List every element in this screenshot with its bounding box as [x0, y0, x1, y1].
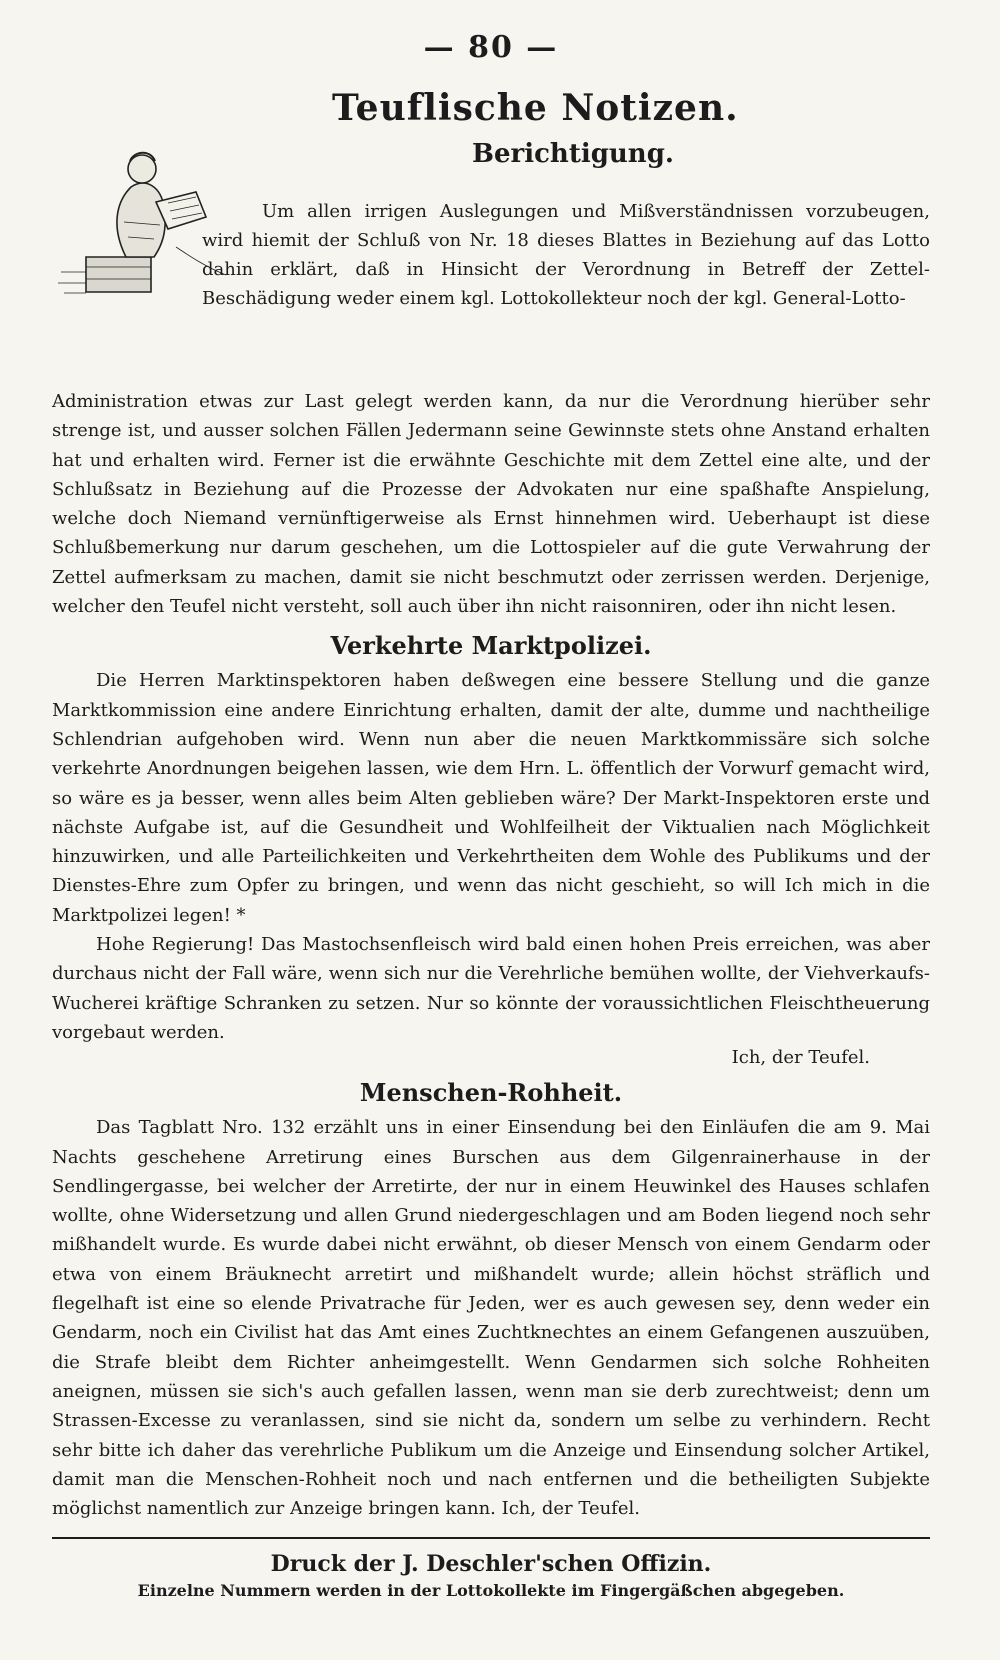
page-number: — 80 — — [423, 30, 559, 65]
brutality-paragraph: Das Tagblatt Nro. 132 erzählt uns in einer Einsendung bei den Einläufen die am 9. Mai Nachts geschehene Arretirung eines Burschen aus dem Gilgenrainerhause in der Sendlingergasse, bei welcher der Arretirte, der nur in einem Heuwinkel des Hauses schlafen wollte, ohne Widersetzung und allen Grund niedergeschlagen und am Boden liegend noch sehr mißhandelt wurde. Es wurde dabei nicht erwähnt, ob dieser Mensch von einem Gendarm oder etwa von einem Bräuknecht arretirt und mißhandelt wurde; allein höchst sträflich und flegelhaft ist eine so elende Privatrache für Jeden, wer es auch gewesen sey, denn weder ein Gendarm, noch ein Civilist hat das Amt eines Zuchtknechtes an einem Gefangenen auszuüben, die Strafe bleibt dem Richter anheimgestellt. Wenn Gendarmen sich solche Rohheiten aneignen, müssen sie sich's auch gefallen lassen, wenn man sie derb zurechtweist; denn um Strassen-Excesse zu veranlassen, sind sie nicht da, sondern um selbe zu verhindern. Recht sehr bitte ich daher das verehrliche Publikum um die Anzeige und Einsendung solcher Artikel, damit man die Menschen-Rohheit noch und nach entfernen und die betheiligten Subjekte möglichst namentlich zur Anzeige bringen kann. Ich, der Teufel. — [52, 1117, 930, 1520]
footer-divider — [52, 1537, 930, 1539]
correction-text-part2: Administration etwas zur Last gelegt werden kann, da nur die Verordnung hierüber sehr strenge ist, und ausser solchen Fällen Jedermann seine Gewinnste stets ohne Anstand erhalten hat und erhalten wird. Ferner ist die erwähnte Geschichte mit dem Zettel eine alte, und der Schlußsatz in Beziehung auf die Prozesse der Advokaten nur eine spaßhafte Anspielung, welche doch Niemand vernünftigerweise als Ernst hinnehmen wird. Ueberhaupt ist diese Schlußbemerkung nur darum geschehen, um die Lottospieler auf die gute Verwahrung der Zettel aufmerksam zu machen, damit sie nicht beschmutzt oder zerrissen werden. Derjenige, welcher den Teufel nicht versteht, soll auch über ihn nicht raisonniren, oder ihn nicht lesen. — [52, 391, 930, 618]
market-police-paragraph-1: Die Herren Marktinspektoren haben deßwegen eine bessere Stellung und die ganze Marktkommission eine andere Einrichtung erhalten, damit der alte, dumme und nachtheilige Schlendrian aufgehoben wird. Wenn nun aber die neuen Marktkommissäre sich solche verkehrte Anordnungen beigehen lassen, wie dem Hrn. L. öffentlich der Vorwurf gemacht wird, so wäre es ja besser, wenn alles beim Alten geblieben wäre? Der Markt-Inspektoren erste und nächste Aufgabe ist, auf die Gesundheit und Wohlfeilheit der Viktualien nach Möglichkeit hinzuwirken, und alle Parteilichkeiten und Verkehrtheiten dem Wohle des Publikums und der Dienstes-Ehre zum Opfer zu bringen, und wenn das nicht geschieht, so will Ich mich in die Marktpolizei legen! * — [52, 670, 930, 926]
masthead — [52, 87, 930, 309]
sales-note: Einzelne Nummern werden in der Lottokollekte im Fingergäßchen abgegeben. — [137, 1581, 845, 1601]
brutality-heading: Menschen-Rohheit. — [359, 1078, 623, 1108]
printer-imprint: Druck der J. Deschler'schen Offizin. — [270, 1551, 712, 1578]
market-police-signature: Ich, der Teufel. — [731, 1047, 870, 1069]
page-title: Teuflische Notizen. — [332, 87, 739, 129]
market-police-paragraph-2: Hohe Regierung! Das Mastochsenfleisch wird bald einen hohen Preis erreichen, was aber durchaus nicht der Fall wäre, wenn sich nur die Verehrliche bemühen wollte, der Viehverkaufs-Wucherei kräftige Schranken zu setzen. Nur so könnte der voraussichtlichen Fleischtheuerung vorgebaut werden. — [52, 934, 930, 1043]
correction-heading: Berichtigung. — [472, 139, 674, 169]
market-police-heading: Verkehrte Marktpolizei. — [330, 631, 652, 661]
correction-text-part1: Um allen irrigen Auslegungen und Mißverständnissen vorzubeugen, wird hiemit der Schluß von Nr. 18 dieses Blattes in Beziehung auf das Lotto dahin erklärt, daß in Hinsicht der Verordnung in Betreff der Zettel-Beschädigung weder einem kgl. Lottokollekteur noch der kgl. General-Lotto- — [202, 201, 930, 309]
